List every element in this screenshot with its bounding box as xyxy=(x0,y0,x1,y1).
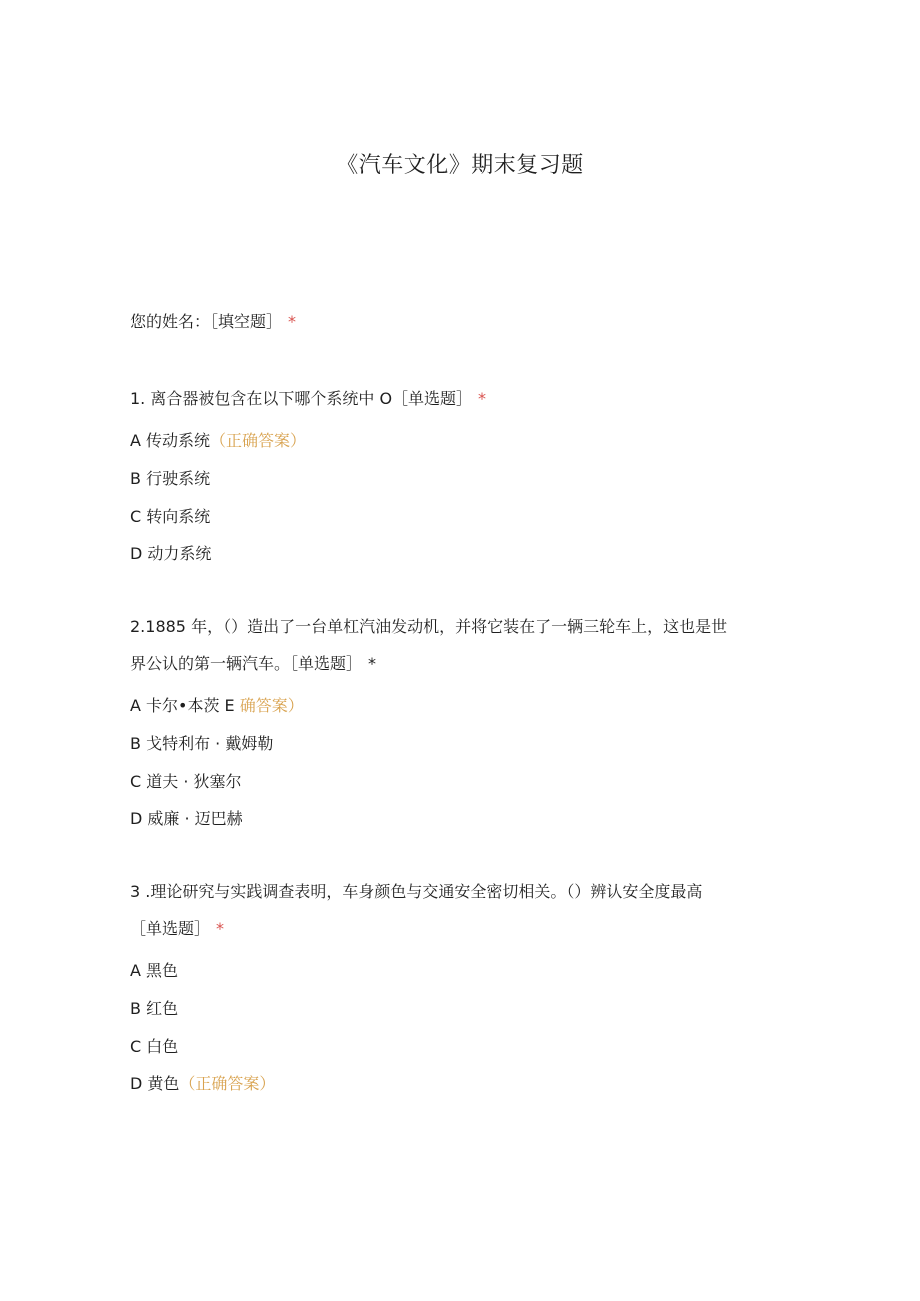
required-mark: * xyxy=(288,312,297,331)
question-1-option-a[interactable] xyxy=(130,429,306,453)
option-label: D 动力系统 xyxy=(130,544,212,563)
question-2-text-line-1: 2.1885 年，（）造出了一台单杠汽油发动机，并将它装在了一辆三轮车上，这也是世 xyxy=(130,617,728,636)
question-3-text-line-1: 3 .理论研究与实践调查表明，车身颜色与交通安全密切相关。（）辨认安全度最高 xyxy=(130,882,703,901)
option-label: A 黑色 xyxy=(130,961,179,980)
question-2-text-line-2 xyxy=(130,652,376,676)
option-label: C 白色 xyxy=(130,1037,179,1056)
correct-answer-note: （正确答案） xyxy=(179,1074,276,1093)
question-2-line-2: 界公认的第一辆汽车。［单选题］ xyxy=(130,654,363,673)
name-field-label xyxy=(130,310,296,334)
option-label: D 威廉 · 迈巴赫 xyxy=(130,809,243,828)
question-2-option-c[interactable] xyxy=(130,770,242,794)
option-label: B 戈特利布 · 戴姆勒 xyxy=(130,734,274,753)
required-mark: * xyxy=(216,919,225,938)
question-3-option-d[interactable] xyxy=(130,1072,275,1096)
question-2-option-d[interactable] xyxy=(130,807,243,831)
option-label: B 红色 xyxy=(130,999,179,1018)
question-3-line-2: ［单选题］ xyxy=(130,919,211,938)
question-1-option-b[interactable] xyxy=(130,467,210,491)
question-3-text-line-2 xyxy=(130,917,224,941)
option-label: B 行驶系统 xyxy=(130,469,211,488)
name-field-text: 您的姓名：［填空题］ xyxy=(130,312,283,331)
question-2-option-b[interactable] xyxy=(130,732,273,756)
required-mark: * xyxy=(478,389,487,408)
question-3-option-c[interactable] xyxy=(130,1035,178,1059)
page-title: 《汽车文化》期末复习题 xyxy=(336,153,584,178)
required-mark: * xyxy=(368,654,377,673)
question-1-line-1: 1. 离合器被包含在以下哪个系统中 O［单选题］ xyxy=(130,389,473,408)
question-3-option-a[interactable] xyxy=(130,959,178,983)
question-1-text xyxy=(130,387,486,411)
question-3-option-b[interactable] xyxy=(130,997,178,1021)
option-label: A 传动系统 xyxy=(130,431,211,450)
question-1-option-c[interactable] xyxy=(130,505,210,529)
correct-answer-note: （正确答案） xyxy=(210,431,307,450)
question-1-option-d[interactable] xyxy=(130,542,211,566)
correct-answer-note: 确答案） xyxy=(239,696,304,715)
option-label: C 转向系统 xyxy=(130,507,211,526)
question-2-option-a[interactable] xyxy=(130,694,304,718)
option-label: D 黄色 xyxy=(130,1074,180,1093)
option-label: C 道夫 · 狄塞尔 xyxy=(130,772,242,791)
option-label: A 卡尔•本茨 E xyxy=(130,696,240,715)
